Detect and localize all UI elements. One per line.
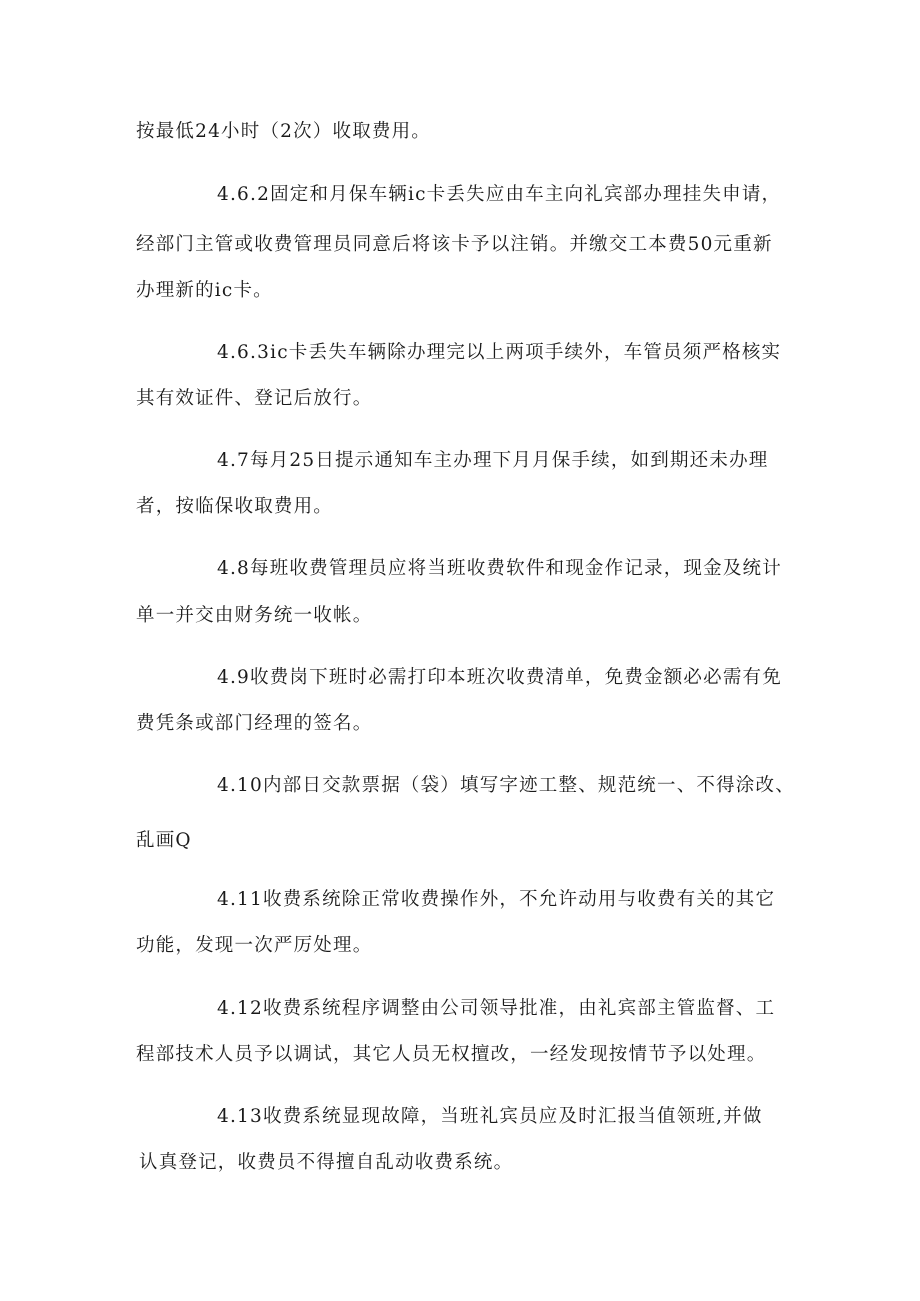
- text-line: 4.12收费系统程序调整由公司领导批准，由礼宾部主管监督、工: [217, 998, 776, 1019]
- text-line: 其有效证件、登记后放行。: [136, 388, 373, 409]
- text-line: 者，按临保收取费用。: [136, 496, 334, 517]
- text-line: 费凭条或部门经理的签名。: [136, 713, 373, 734]
- text-line: 经部门主管或收费管理员同意后将该卡予以注销。并缴交工本费50元重新: [136, 234, 773, 255]
- text-line: 4.9收费岗下班时必需打印本班次收费清单，免费金额必必需有免: [217, 667, 782, 688]
- text-line: 单一并交由财务统一收帐。: [136, 605, 373, 626]
- text-line: 功能，发现一次严厉处理。: [136, 935, 373, 956]
- text-line: 认真登记，收费员不得擅自乱动收费系统。: [139, 1152, 514, 1173]
- text-line: 4.8每班收费管理员应将当班收费软件和现金作记录，现金及统计: [217, 558, 782, 579]
- text-line: 乱画Q: [136, 830, 192, 851]
- text-line: 4.11收费系统除正常收费操作外，不允许动用与收费有关的其它: [217, 889, 776, 910]
- text-line: 4.13收费系统显现故障，当班礼宾员应及时汇报当值领班,并做: [217, 1106, 763, 1127]
- text-line: 4.10内部日交款票据（袋）填写字迹工整、规范统一、不得涂改、: [217, 775, 795, 796]
- text-line: 按最低24小时（2次）收取费用。: [136, 121, 432, 142]
- text-line: 4.7每月25日提示通知车主办理下月月保手续，如到期还未办理: [217, 450, 769, 471]
- text-line: 4.6.2固定和月保车辆ic卡丢失应由车主向礼宾部办理挂失申请，: [217, 184, 782, 205]
- text-line: 办理新的ic卡。: [136, 280, 273, 301]
- text-line: 程部技术人员予以调试，其它人员无权擅改，一经发现按情节予以处理。: [136, 1044, 767, 1065]
- text-line: 4.6.3ic卡丢失车辆除办理完以上两项手续外，车管员须严格核实: [217, 342, 782, 363]
